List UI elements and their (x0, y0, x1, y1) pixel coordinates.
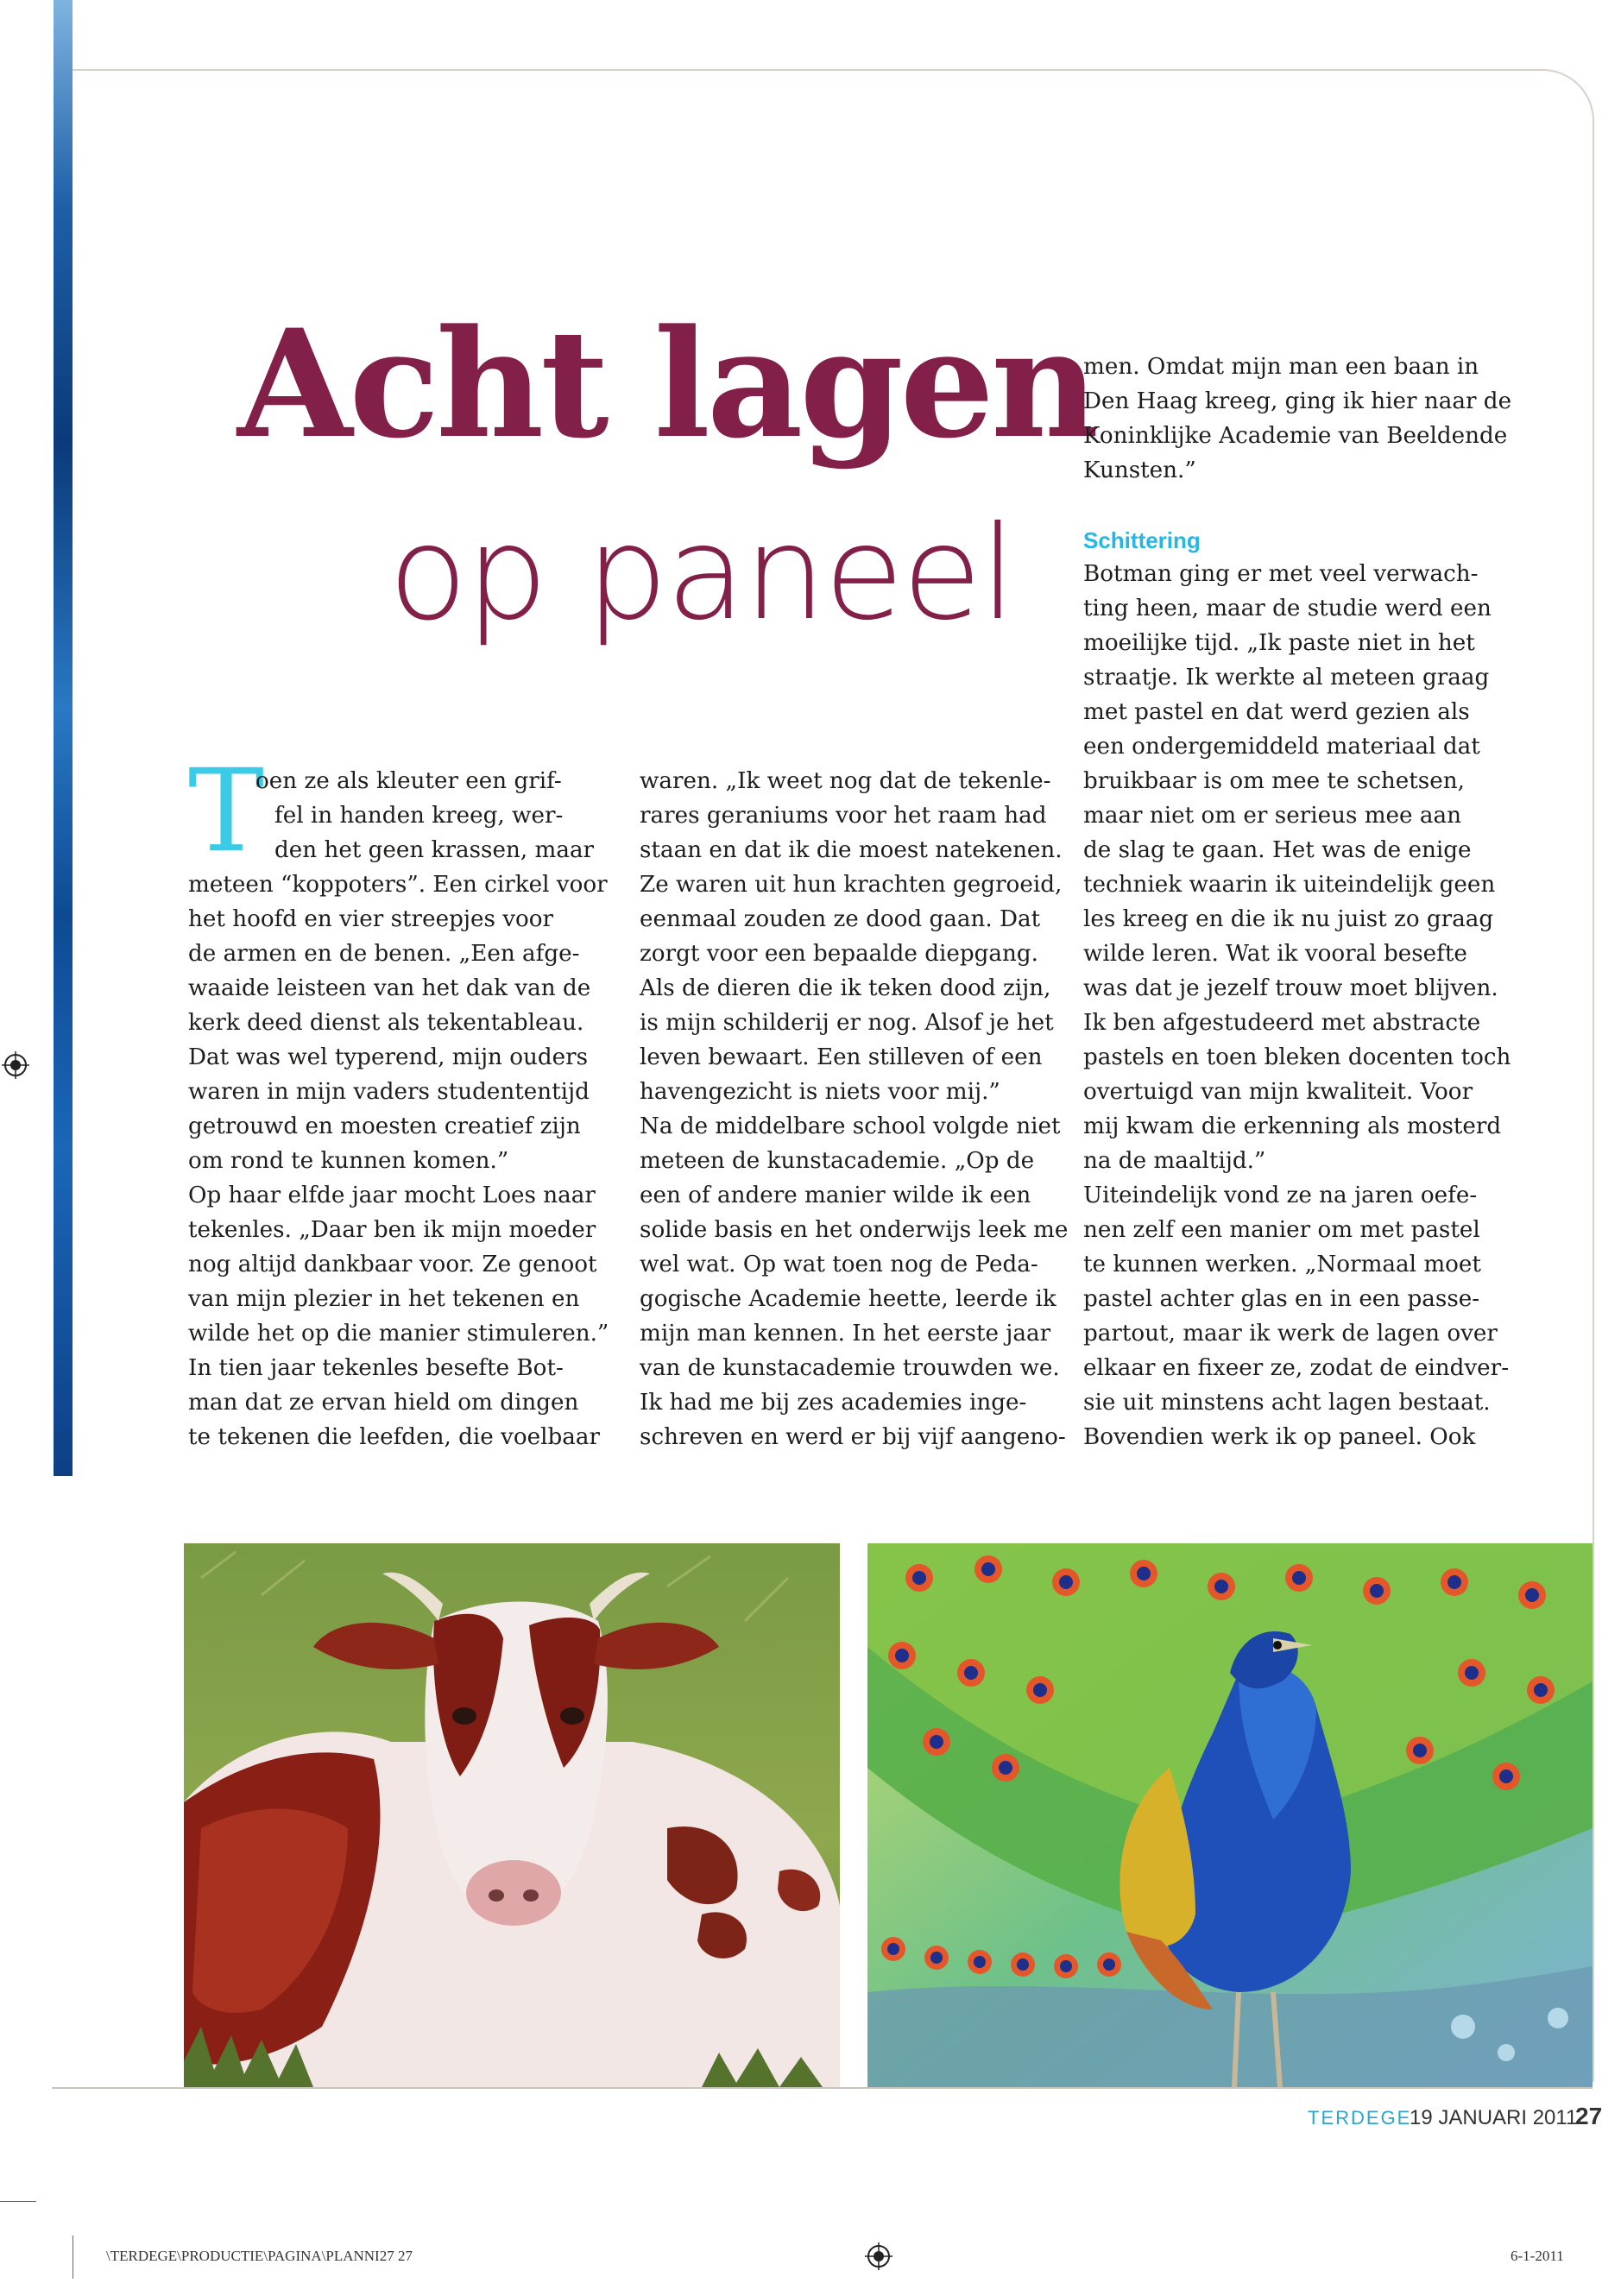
text-line: Op haar elfde jaar mocht Loes naar (188, 1183, 596, 1208)
text-line: zorgt voor een bepaalde diepgang. (640, 941, 1038, 967)
text-line: een ondergemiddeld materiaal dat (1083, 734, 1480, 760)
text-line: Bovendien werk ik op paneel. Ook (1083, 1424, 1476, 1450)
text-line: mij kwam die erkenning als mosterd (1083, 1113, 1502, 1139)
text-line: gogische Academie heette, leerde ik (640, 1286, 1056, 1312)
text-line: Kunsten.” (1083, 457, 1196, 483)
text-line: moeilijke tijd. „Ik paste niet in het (1083, 630, 1475, 656)
section-heading: Schittering (1083, 527, 1201, 553)
text-line: een of andere manier wilde ik een (640, 1183, 1031, 1208)
text-line: wel wat. Op wat toen nog de Peda- (640, 1252, 1038, 1277)
text-line: man dat ze ervan hield om dingen (188, 1390, 579, 1416)
text-line: het hoofd en vier streepjes voor (188, 906, 554, 932)
text-column-3-top (1083, 350, 1567, 488)
text-line: meteen “koppoters”. Een cirkel voor (188, 872, 608, 898)
text-line: waaide leisteen van het dak van de (188, 975, 591, 1001)
text-line: partout, maar ik werk de lagen over (1083, 1321, 1498, 1347)
text-column-1 (188, 764, 609, 1454)
text-line: wilde het op die manier stimuleren.” (188, 1321, 609, 1347)
text-line: kerk deed dienst als tekentableau. (188, 1010, 584, 1036)
registration-mark-icon (2, 1051, 29, 1079)
text-line: elkaar en fixeer ze, zodat de eindver- (1083, 1355, 1510, 1381)
text-line: Als de dieren die ik teken dood zijn, (640, 975, 1051, 1001)
text-line: de armen en de benen. „Een afge- (188, 941, 580, 967)
text-line: den het geen krassen, maar (274, 837, 595, 863)
text-column-2 (640, 764, 1071, 1454)
text-line: nog altijd dankbaar voor. Ze genoot (188, 1252, 597, 1277)
drop-cap: T (188, 745, 265, 878)
text-line: solide basis en het onderwijs leek me (640, 1217, 1069, 1243)
text-line: na de maaltijd.” (1083, 1148, 1266, 1174)
page-number: 27 (1575, 2103, 1602, 2129)
text-line: nen zelf een manier om met pastel (1083, 1217, 1480, 1243)
text-line: Na de middelbare school volgde niet (640, 1113, 1061, 1139)
footer-date: 19 JANUARI 2011 (1410, 2106, 1578, 2129)
text-line: mijn man kennen. In het eerste jaar (640, 1321, 1051, 1347)
article-subtitle: op paneel (388, 499, 1015, 649)
footer-magazine-name: TERDEGE (1308, 2107, 1412, 2129)
text-line: leven bewaart. Een stilleven of een (640, 1044, 1043, 1070)
text-line: meteen de kunstacademie. „Op de (640, 1148, 1035, 1174)
text-line: rares geraniums voor het raam had (640, 803, 1047, 829)
text-line: om rond te kunnen komen.” (188, 1148, 509, 1174)
text-line: schreven en werd er bij vijf aangeno- (640, 1424, 1066, 1450)
text-line: waren. „Ik weet nog dat de tekenle- (640, 768, 1051, 794)
text-line: eenmaal zouden ze dood gaan. Dat (640, 906, 1041, 932)
text-line: staan en dat ik die moest natekenen. (640, 837, 1063, 863)
text-line: straatje. Ik werkte al meteen graag (1083, 665, 1490, 691)
registration-mark-icon (865, 2242, 892, 2270)
cow-painting (184, 1543, 840, 2087)
text-line: te kunnen werken. „Normaal moet (1083, 1252, 1481, 1277)
text-line: Ik had me bij zes academies inge- (640, 1390, 1027, 1416)
text-line: was dat je jezelf trouw moet blijven. (1083, 975, 1498, 1001)
text-line: bruikbaar is om mee te schetsen, (1083, 768, 1465, 794)
text-line: ting heen, maar de studie werd een (1083, 596, 1492, 621)
text-line: van mijn plezier in het tekenen en (188, 1286, 580, 1312)
text-line: de slag te gaan. Het was de enige (1083, 837, 1472, 863)
text-line: van de kunstacademie trouwden we. (640, 1355, 1060, 1381)
text-line: waren in mijn vaders studententijd (188, 1079, 590, 1105)
text-line: les kreeg en die ik nu juist zo graag (1083, 906, 1494, 932)
article-title: Acht lagen (237, 296, 1096, 471)
text-line: pastels en toen bleken docenten toch (1083, 1044, 1511, 1070)
text-line: techniek waarin ik uiteindelijk geen (1083, 872, 1496, 898)
text-line: sie uit minstens acht lagen bestaat. (1083, 1390, 1491, 1416)
slug-date: 6-1-2011 (1511, 2248, 1564, 2264)
crop-mark (0, 2201, 36, 2202)
text-line: oen ze als kleuter een grif- (255, 768, 562, 794)
text-line: pastel achter glas en in een passe- (1083, 1286, 1480, 1312)
text-line: is mijn schilderij er nog. Alsof je het (640, 1010, 1054, 1036)
text-line: fel in handen kreeg, wer- (274, 803, 564, 829)
text-column-3 (1083, 557, 1567, 1454)
text-line: wilde leren. Wat ik vooral besefte (1083, 941, 1467, 967)
text-line: maar niet om er serieus mee aan (1083, 803, 1461, 829)
blue-decorative-strip (0, 0, 73, 1476)
footer-rule (52, 2087, 1593, 2089)
text-line: Ik ben afgestudeerd met abstracte (1083, 1010, 1481, 1036)
text-line: Botman ging er met veel verwach- (1083, 561, 1479, 587)
text-line: Koninklijke Academie van Beeldende (1083, 423, 1508, 449)
text-line: Ze waren uit hun krachten gegroeid, (640, 872, 1063, 898)
text-line: Uiteindelijk vond ze na jaren oefe- (1083, 1183, 1478, 1208)
text-line: havengezicht is niets voor mij.” (640, 1079, 1000, 1105)
text-line: Dat was wel typerend, mijn ouders (188, 1044, 589, 1070)
text-line: overtuigd van mijn kwaliteit. Voor (1083, 1079, 1473, 1105)
peacock-painting (867, 1543, 1593, 2087)
text-line: Den Haag kreeg, ging ik hier naar de (1083, 388, 1512, 414)
text-line: In tien jaar tekenles besefte Bot- (188, 1355, 564, 1381)
text-line: te tekenen die leefden, die voelbaar (188, 1424, 600, 1450)
text-line: met pastel en dat werd gezien als (1083, 699, 1470, 725)
slug-file-path: \TERDEGE\PRODUCTIE\PAGINA\PLANNI27 27 (106, 2248, 413, 2264)
text-line: getrouwd en moesten creatief zijn (188, 1113, 581, 1139)
text-line: men. Omdat mijn man een baan in (1083, 354, 1479, 380)
text-line: tekenles. „Daar ben ik mijn moeder (188, 1217, 596, 1243)
